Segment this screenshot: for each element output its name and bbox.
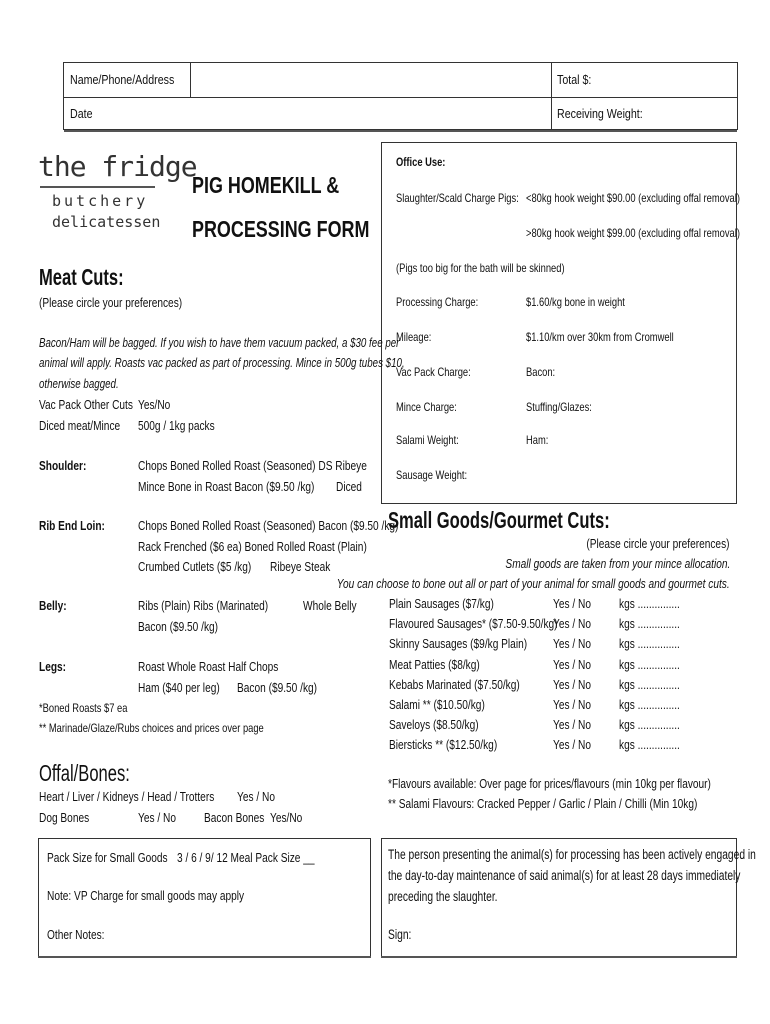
shoulder-option-diced[interactable]: Diced (336, 479, 362, 494)
declaration-line-2: the day-to-day maintenance of said animal(s) for at least 28 days immediately (388, 868, 741, 883)
logo-line-3: delicatessen (52, 213, 161, 231)
rib-options-line-1[interactable]: Chops Boned Rolled Roast (Seasoned) Bacon ($9.50 /kg) (138, 518, 399, 533)
small-goods-allocation-note: Small goods are taken from your mince allocation. (505, 556, 730, 571)
small-goods-item-name: Kebabs Marinated ($7.50/kg) (389, 676, 520, 692)
dog-bones-choice[interactable]: Yes / No (138, 810, 176, 825)
bacon-note-line-2: animal will apply. Roasts vac packed as part of processing. Mince in 500g tubes $10, (39, 356, 405, 370)
small-goods-item-name: Salami ** ($10.50/kg) (389, 697, 485, 712)
legs-options-line-1[interactable]: Roast Whole Roast Half Chops (138, 659, 279, 674)
shoulder-label: Shoulder: (39, 458, 87, 473)
small-goods-item-choice[interactable]: Yes / No (553, 717, 591, 733)
meat-cuts-circle-note: (Please circle your preferences) (39, 295, 183, 310)
small-goods-item-name: Biersticks ** ($12.50/kg) (389, 737, 498, 753)
small-goods-item-choice[interactable]: Yes / No (553, 676, 591, 692)
small-goods-item-kgs-field[interactable]: kgs ............... (619, 656, 680, 672)
sausage-weight-label: Sausage Weight: (396, 468, 468, 482)
vac-pack-charge-label: Vac Pack Charge: (396, 365, 471, 379)
vp-charge-note: Note: VP Charge for small goods may apply (47, 888, 245, 903)
form-title-line-2: PROCESSING FORM (192, 216, 370, 242)
diced-meat-choice[interactable]: 500g / 1kg packs (138, 418, 215, 433)
column-divider (190, 63, 191, 98)
dog-bones-label: Dog Bones (39, 810, 90, 825)
declaration-box-bottom-rule (381, 956, 737, 958)
bacon-charge-label: Bacon: (526, 365, 556, 379)
name-phone-address-field[interactable] (194, 66, 546, 94)
column-divider (551, 63, 552, 131)
slaughter-under-80-value: <80kg hook weight $90.00 (excluding offal removal) (526, 191, 740, 205)
small-goods-bone-out-note: You can choose to bone out all or part of your animal for small goods and gourmet cuts. (337, 576, 730, 591)
pack-box-bottom-rule (38, 956, 371, 958)
small-goods-item-choice[interactable]: Yes / No (553, 697, 591, 712)
ham-label: Ham: (526, 433, 549, 447)
marinade-note: ** Marinade/Glaze/Rubs choices and prices over page (39, 721, 264, 735)
small-goods-item-kgs-field[interactable]: kgs ............... (619, 717, 680, 733)
bacon-note-line-1: Bacon/Ham will be bagged. If you wish to have them vacuum packed, a $30 fee per (39, 336, 400, 350)
office-use-box (381, 142, 740, 504)
logo-rule (40, 186, 155, 188)
small-goods-item-name: Saveloys ($8.50/kg) (389, 717, 479, 733)
legs-option-bacon[interactable]: Bacon ($9.50 /kg) (237, 680, 318, 695)
small-goods-item-name: Meat Patties ($8/kg) (389, 656, 480, 672)
small-goods-item-kgs-field[interactable]: kgs ............... (619, 676, 680, 692)
small-goods-item-choice[interactable]: Yes / No (553, 596, 591, 611)
skinned-note: (Pigs too big for the bath will be skinned) (396, 261, 565, 275)
form-title-line-1: PIG HOMEKILL & (192, 172, 340, 198)
boned-roasts-note: *Boned Roasts $7 ea (39, 701, 128, 715)
mince-charge-label: Mince Charge: (396, 400, 457, 414)
shoulder-options-line-1[interactable]: Chops Boned Rolled Roast (Seasoned) DS Ribeye (138, 458, 367, 473)
mileage-label: Mileage: (396, 330, 432, 344)
small-goods-item-choice[interactable]: Yes / No (553, 656, 591, 672)
stuffing-glazes-label: Stuffing/Glazes: (526, 400, 592, 414)
declaration-line-1: The person presenting the animal(s) for processing has been actively engaged in (388, 847, 756, 862)
legs-option-ham[interactable]: Ham ($40 per leg) (138, 680, 220, 695)
table-bottom-rule (64, 130, 737, 132)
pack-size-label: Pack Size for Small Goods (47, 850, 168, 865)
slaughter-charge-label: Slaughter/Scald Charge Pigs: (396, 191, 519, 205)
sign-label: Sign: (388, 927, 412, 942)
legs-label: Legs: (39, 659, 67, 674)
offal-bones-heading: Offal/Bones: (39, 760, 130, 786)
diced-meat-label: Diced meat/Mince (39, 418, 121, 433)
signature-field[interactable] (422, 923, 722, 949)
other-notes-field[interactable] (109, 923, 364, 949)
rib-options-line-2[interactable]: Rack Frenched ($6 ea) Boned Rolled Roast (Plain) (138, 539, 367, 554)
salami-flavours-note: ** Salami Flavours: Cracked Pepper / Garlic / Plain / Chilli (Min 10kg) (388, 796, 698, 811)
declaration-box (381, 838, 756, 958)
pack-size-box (38, 838, 371, 958)
bacon-bones-choice[interactable]: Yes/No (270, 810, 303, 825)
small-goods-item-choice[interactable]: Yes / No (553, 616, 591, 632)
customer-details-table (63, 62, 738, 130)
meat-cuts-heading: Meat Cuts: (39, 264, 124, 290)
date-label: Date (70, 106, 93, 121)
name-phone-address-label: Name/Phone/Address (70, 72, 175, 87)
small-goods-item-name: Plain Sausages ($7/kg) (389, 596, 494, 611)
shoulder-options-line-2[interactable]: Mince Bone in Roast Bacon ($9.50 /kg) (138, 479, 315, 494)
small-goods-item-kgs-field[interactable]: kgs ............... (619, 616, 680, 632)
rib-option-crumbed-cutlets[interactable]: Crumbed Cutlets ($5 /kg) (138, 559, 252, 574)
small-goods-item-choice[interactable]: Yes / No (553, 737, 591, 753)
offal-items-label: Heart / Liver / Kidneys / Head / Trotters (39, 789, 215, 804)
office-use-heading: Office Use: (396, 155, 446, 169)
other-notes-label: Other Notes: (47, 927, 105, 942)
date-field[interactable] (194, 101, 546, 127)
processing-charge-value: $1.60/kg bone in weight (526, 295, 625, 309)
small-goods-item-kgs-field[interactable]: kgs ............... (619, 737, 680, 753)
vac-other-cuts-label: Vac Pack Other Cuts (39, 397, 133, 412)
flavours-note: *Flavours available: Over page for prices/flavours (min 10kg per flavour) (388, 776, 711, 791)
logo-line-1: the fridge (38, 150, 197, 183)
small-goods-heading: Small Goods/Gourmet Cuts: (388, 507, 610, 533)
belly-options-line-1[interactable]: Ribs (Plain) Ribs (Marinated) (138, 598, 269, 613)
logo-line-2: butchery (52, 192, 149, 210)
small-goods-item-choice[interactable]: Yes / No (553, 636, 591, 652)
small-goods-item-kgs-field[interactable]: kgs ............... (619, 697, 680, 712)
declaration-line-3: preceding the slaughter. (388, 889, 498, 904)
belly-option-bacon[interactable]: Bacon ($9.50 /kg) (138, 619, 219, 634)
small-goods-item-kgs-field[interactable]: kgs ............... (619, 596, 680, 611)
belly-label: Belly: (39, 598, 67, 613)
small-goods-item-name: Flavoured Sausages* ($7.50-9.50/kg) (389, 616, 558, 632)
vac-other-cuts-choice[interactable]: Yes/No (138, 397, 171, 412)
receiving-weight-label: Receiving Weight: (557, 106, 643, 121)
small-goods-item-name: Skinny Sausages ($9/kg Plain) (389, 636, 528, 652)
rib-end-loin-label: Rib End Loin: (39, 518, 105, 533)
mileage-value: $1.10/km over 30km from Cromwell (526, 330, 674, 344)
salami-weight-label: Salami Weight: (396, 433, 459, 447)
small-goods-circle-note: (Please circle your preferences) (586, 536, 730, 551)
total-label: Total $: (557, 72, 592, 87)
rib-option-ribeye-steak[interactable]: Ribeye Steak (270, 559, 331, 574)
processing-charge-label: Processing Charge: (396, 295, 479, 309)
bacon-note-line-3: otherwise bagged. (39, 377, 119, 391)
offal-items-choice[interactable]: Yes / No (237, 789, 275, 804)
pack-size-options[interactable]: 3 / 6 / 9/ 12 Meal Pack Size __ (177, 850, 315, 865)
belly-option-whole[interactable]: Whole Belly (303, 598, 357, 613)
small-goods-item-kgs-field[interactable]: kgs ............... (619, 636, 680, 652)
bacon-bones-label: Bacon Bones (204, 810, 265, 825)
slaughter-over-80-value: >80kg hook weight $99.00 (excluding offal removal) (526, 226, 740, 240)
